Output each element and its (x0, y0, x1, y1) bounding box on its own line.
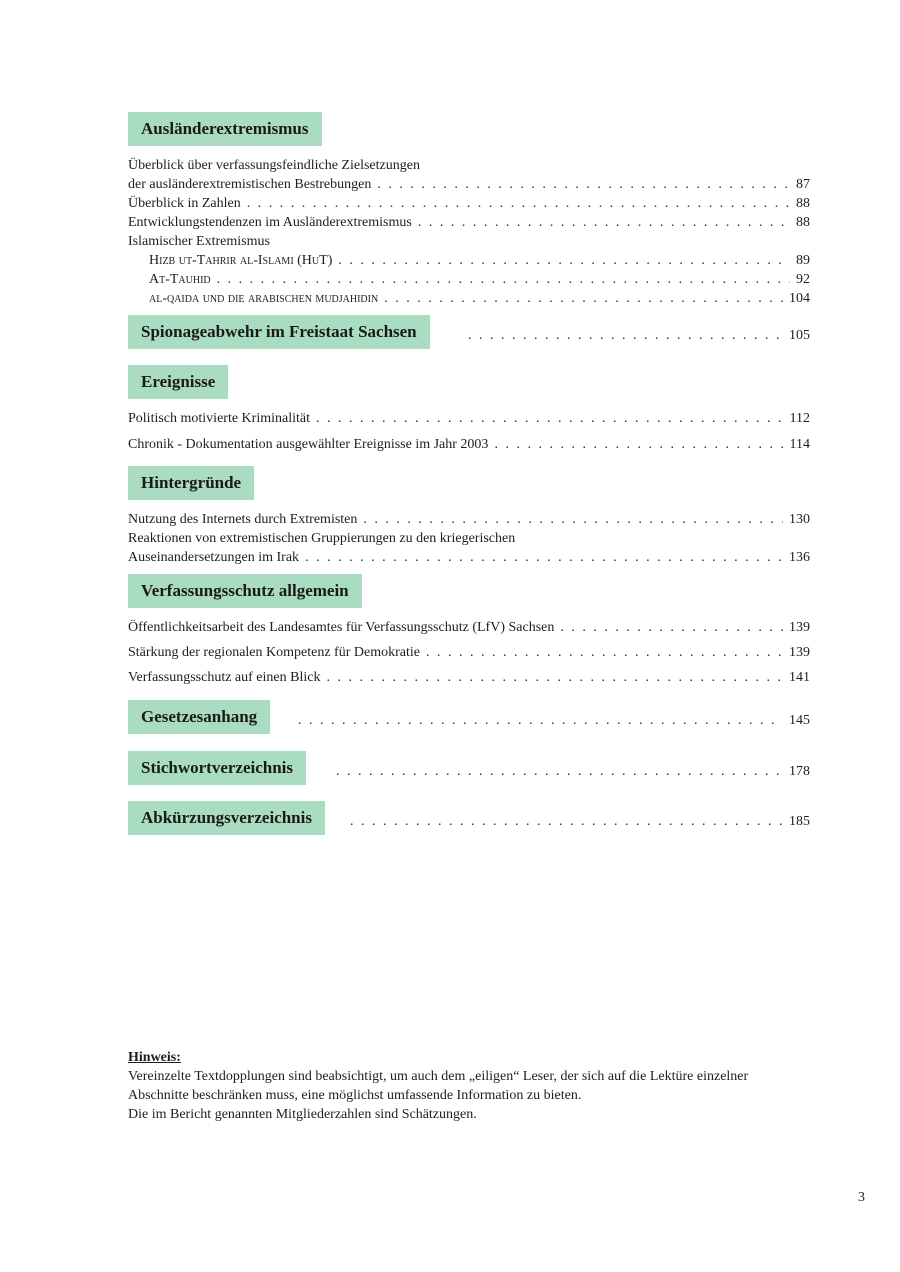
dot-leader (494, 436, 783, 454)
toc-entry-title: Überblick in Zahlen (128, 196, 241, 211)
toc-entry (128, 644, 810, 662)
toc-subentry (149, 290, 810, 308)
section-heading: Abkürzungsverzeichnis (128, 801, 325, 835)
dot-leader (247, 195, 790, 213)
section-heading: Ausländerextremismus (128, 112, 322, 146)
toc-entry-page: 136 (789, 550, 810, 565)
toc-entry-title: al-qaida und die arabischen mudjahidin (149, 291, 379, 306)
toc-entry-title: Reaktionen von extremistischen Gruppierungen zu den kriegerischen (128, 531, 516, 546)
dot-leader (418, 214, 790, 232)
toc-entry-page: 112 (789, 411, 810, 426)
section-ereignisse (128, 365, 810, 401)
toc-entry (128, 157, 810, 175)
toc-entry (128, 669, 810, 687)
dot-leader (305, 549, 783, 567)
section-heading: Stichwortverzeichnis (128, 751, 306, 785)
toc-entry-page: 88 (796, 215, 810, 230)
toc-entry (128, 410, 810, 428)
section-page: 145 (789, 713, 810, 728)
dot-leader (363, 511, 783, 529)
note-heading: Hinweis: (128, 1050, 181, 1065)
toc-subentry (149, 252, 810, 270)
toc-entry (128, 214, 810, 232)
toc-entry-title: Öffentlichkeitsarbeit des Landesamtes für Verfassungsschutz (LfV) Sachsen (128, 620, 555, 635)
section-page: 185 (789, 814, 810, 829)
page-number: 3 (858, 1190, 865, 1205)
toc-entry (128, 549, 810, 567)
toc-entry-page: 130 (789, 512, 810, 527)
dot-leader (217, 271, 790, 289)
toc-entry-page: 139 (789, 645, 810, 660)
toc-entry-title: Hizb ut-Tahrir al-Islami (HuT) (149, 253, 333, 268)
toc-entry (128, 530, 810, 548)
section-spionageabwehr (128, 315, 810, 351)
dot-leader (298, 712, 783, 730)
section-heading: Hintergründe (128, 466, 254, 500)
toc-entry-title: Islamischer Extremismus (128, 234, 270, 249)
toc-entry (128, 176, 810, 194)
toc-subentry (149, 271, 810, 289)
section-gesetzesanhang (128, 700, 810, 736)
section-heading: Gesetzesanhang (128, 700, 270, 734)
toc-entry-title: Entwicklungstendenzen im Ausländerextremismus (128, 215, 412, 230)
toc-entry-page: 89 (796, 253, 810, 268)
section-hintergruende (128, 466, 810, 502)
note-line: Vereinzelte Textdopplungen sind beabsichtigt, um auch dem „eiligen“ Leser, der sich auf die Lektüre einzelner (128, 1069, 749, 1084)
toc-entry (128, 233, 810, 251)
dot-leader (384, 290, 783, 308)
toc-entry-page: 114 (789, 437, 810, 452)
section-auslaenderextremismus (128, 112, 810, 148)
toc-entry-title: Überblick über verfassungsfeindliche Zielsetzungen (128, 158, 420, 173)
section-page-line (292, 712, 810, 730)
toc-entry (128, 511, 810, 529)
toc-entry-title: At-Tauhid (149, 272, 211, 287)
toc-entry-page: 92 (796, 272, 810, 287)
dot-leader (336, 763, 783, 781)
dot-leader (377, 176, 790, 194)
toc-entry-title: Verfassungsschutz auf einen Blick (128, 670, 321, 685)
dot-leader (326, 669, 783, 687)
toc-entry (128, 436, 810, 454)
note-block (128, 1048, 828, 1124)
toc-entry-title: Nutzung des Internets durch Extremisten (128, 512, 358, 527)
toc-entry-title: Chronik - Dokumentation ausgewählter Ereignisse im Jahr 2003 (128, 437, 489, 452)
dot-leader (468, 327, 783, 345)
section-heading: Spionageabwehr im Freistaat Sachsen (128, 315, 430, 349)
dot-leader (338, 252, 790, 270)
toc-entry (128, 619, 810, 637)
section-page-line (344, 813, 810, 831)
toc-entry-page: 139 (789, 620, 810, 635)
dot-leader (560, 619, 783, 637)
toc-entry-title: Politisch motivierte Kriminalität (128, 411, 310, 426)
section-page: 105 (789, 328, 810, 343)
note-line: Abschnitte beschränken muss, eine möglichst umfassende Information zu bieten. (128, 1088, 582, 1103)
dot-leader (350, 813, 783, 831)
toc-entry-page: 104 (789, 291, 810, 306)
toc-entry-title: Auseinandersetzungen im Irak (128, 550, 300, 565)
toc-entry-page: 141 (789, 670, 810, 685)
toc-entry (128, 195, 810, 213)
dot-leader (426, 644, 783, 662)
section-abkuerzungsverzeichnis (128, 801, 810, 837)
section-heading: Ereignisse (128, 365, 228, 399)
section-stichwortverzeichnis (128, 751, 810, 787)
toc-entry-title: der ausländerextremistischen Bestrebungen (128, 177, 372, 192)
section-page-line (462, 327, 810, 345)
toc-entry-page: 87 (796, 177, 810, 192)
toc-entry-page: 88 (796, 196, 810, 211)
note-line: Die im Bericht genannten Mitgliederzahlen sind Schätzungen. (128, 1107, 477, 1122)
section-page: 178 (789, 764, 810, 779)
toc-entry-title: Stärkung der regionalen Kompetenz für Demokratie (128, 645, 420, 660)
section-verfassungsschutz-allgemein (128, 574, 810, 610)
dot-leader (316, 410, 784, 428)
section-heading: Verfassungsschutz allgemein (128, 574, 362, 608)
section-page-line (330, 763, 810, 781)
